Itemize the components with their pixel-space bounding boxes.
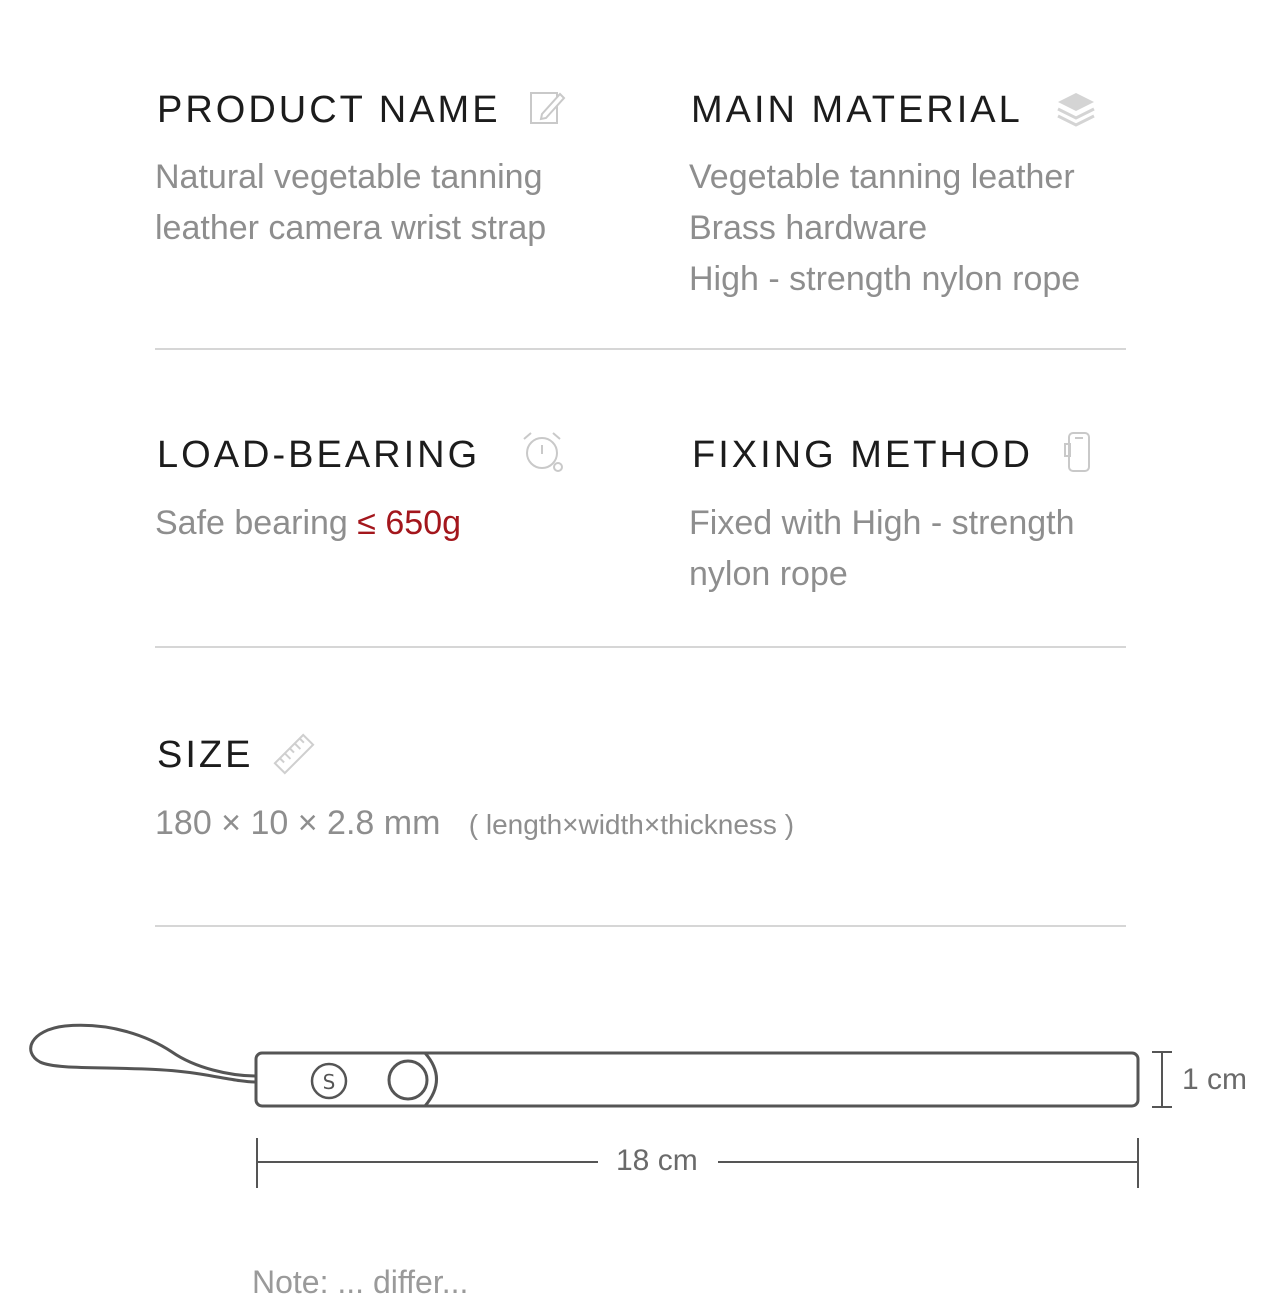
load-bearing-text — [155, 498, 461, 549]
load-bearing-value: ≤ 650g — [357, 504, 462, 542]
divider-1 — [155, 348, 1126, 350]
length-label: 18 cm — [616, 1144, 698, 1177]
product-name-line-2: leather camera wrist strap — [155, 209, 547, 247]
edit-icon — [528, 88, 568, 128]
size-heading: SIZE — [157, 734, 254, 776]
layers-icon — [1055, 90, 1097, 128]
fixing-method-line-2: nylon rope — [689, 555, 848, 593]
product-name-line-1: Natural vegetable tanning — [155, 158, 543, 196]
load-bearing-heading: LOAD-BEARING — [157, 434, 481, 476]
fixing-method-line-1: Fixed with High - strength — [689, 504, 1075, 542]
strap-diagram — [0, 1000, 1280, 1210]
divider-2 — [155, 646, 1126, 648]
size-detail: ( length×width×thickness ) — [468, 809, 795, 840]
main-material-heading: MAIN MATERIAL — [691, 89, 1023, 131]
main-material-line-3: High - strength nylon rope — [689, 260, 1081, 298]
main-material-line-1: Vegetable tanning leather — [689, 158, 1075, 196]
ruler-icon — [272, 732, 316, 776]
clock-icon — [520, 430, 566, 474]
strap-rope-loop — [31, 1025, 256, 1082]
size-text — [155, 798, 794, 850]
main-material-line-2: Brass hardware — [689, 209, 928, 247]
size-value: 180 × 10 × 2.8 mm — [155, 804, 441, 842]
load-bearing-prefix: Safe bearing — [155, 504, 358, 542]
fixing-method-heading: FIXING METHOD — [692, 434, 1033, 476]
product-name-heading: PRODUCT NAME — [157, 89, 501, 131]
width-label: 1 cm — [1182, 1063, 1248, 1096]
svg-text:S: S — [322, 1070, 336, 1094]
phone-icon — [1064, 430, 1094, 474]
footnote: Note: ... differ... — [252, 1264, 469, 1300]
divider-3 — [155, 925, 1126, 927]
